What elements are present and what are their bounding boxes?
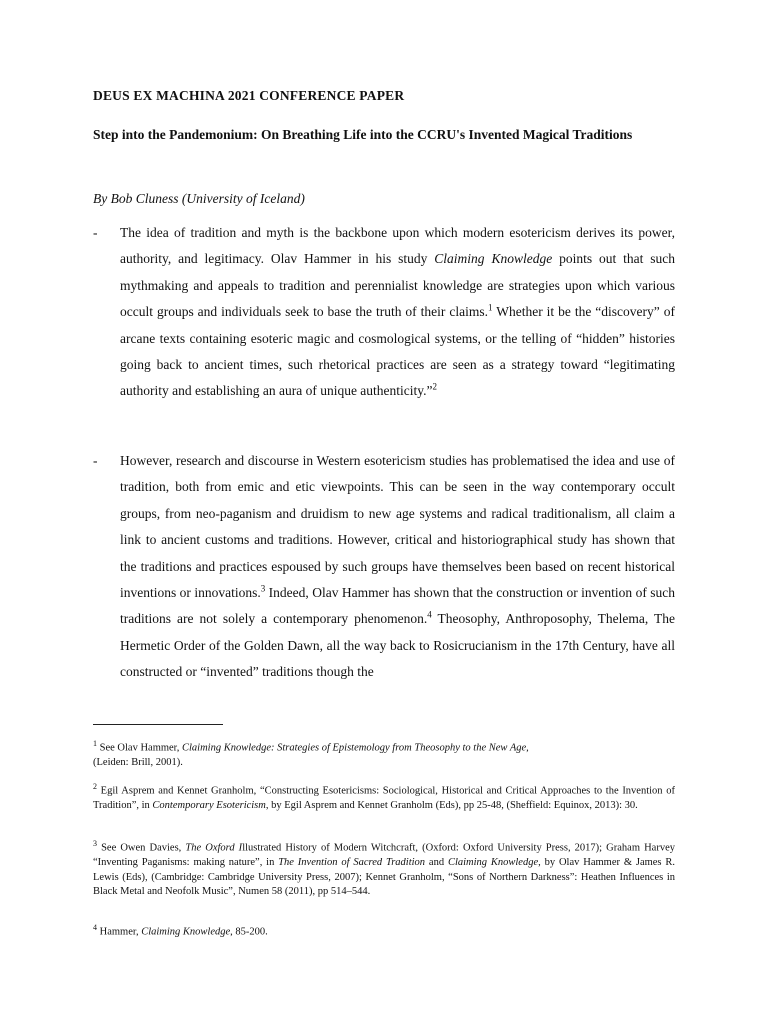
footnote-3: $^3$ See Owen Davies, The Oxford Illustrated History of Modern Witchcraft, (Oxford: Oxford University Press, 2017); Graham Harvey “Inventing Paganisms: making nature”, in The Invention of Sacred Tradition and Claiming Knowledge, by Olav Hammer & James R. Lewis (Eds), (Cambridge: Cambridge University Press, 2007); Kennet Granholm, “Sons of Northern Darkness”: Heathen Influences in Black Metal and Neofolk Music”, Numen 58 (2011), pp 514–544. [93, 839, 675, 897]
footnote-1: $^1$ See Olav Hammer, Claiming Knowledge: Strategies of Epistemology from Theosophy to the New Age, (Leiden: Brill, 2001). [93, 739, 529, 768]
bullet-paragraph-2 [93, 448, 675, 686]
paper-title: Step into the Pandemonium: On Breathing Life into the CCRU's Invented Magical Traditions [93, 127, 633, 142]
author-byline: By Bob Cluness (University of Iceland) [93, 191, 305, 206]
bullet-paragraph-1 [93, 220, 675, 405]
bullet-dash: - [93, 225, 98, 240]
bullet-dash: - [93, 453, 98, 468]
conference-title: DEUS EX MACHINA 2021 CONFERENCE PAPER [93, 88, 405, 103]
footnote-ref-2[interactable]: 2 [432, 381, 438, 392]
paragraph-text: However, research and discourse in Western esotericism studies has problematised the idea and use of tradition, both from emic and etic viewpoints. This can be seen in the way contemporary occult groups, from neo-paganism and druidism to new age systems and radical traditionalism, all claim a link to ancient customs and traditions. However, critical and historiographical study has shown that the traditions and practices espoused by such groups have themselves been based on recent historical inventions or innovations.$^3$ Indeed, Olav Hammer has shown that the construction or invention of such traditions are not solely a contemporary phenomenon.$^4$ Theosophy, Anthroposophy, Thelema, The Hermetic Order of the Golden Dawn, all the way back to Rosicrucianism in the 17th Century, have all constructed or “invented” traditions though the [120, 453, 676, 680]
paragraph-text: The idea of tradition and myth is the backbone upon which modern esotericism derives its power, authority, and legitimacy. Olav Hammer in his study Claiming Knowledge points out that such mythmaking and appeals to tradition and perennialist knowledge are strategies upon which various occult groups and individuals seek to base the truth of their claims.$^1$ Whether it be the “discovery” of arcane texts containing esoteric magic and cosmological systems, or the telling of “hidden” histories going back to ancient times, such rhetorical practices are seen as a strategy toward “legitimating authority and establishing an aura of unique authenticity.”$^2$ [120, 225, 675, 399]
footnote-ref-4[interactable]: 4 [427, 609, 432, 620]
footnote-ref-1[interactable]: 1 [487, 302, 493, 313]
footnote-separator [93, 724, 223, 725]
footnote-4: $^4$ Hammer, Claiming Knowledge, 85-200. [93, 923, 268, 938]
footnote-ref-3[interactable]: 3 [260, 583, 266, 594]
footnote-2: $^2$ Egil Asprem and Kennet Granholm, “Constructing Esotericisms: Sociological, Historical and Critical Approaches to the Invention of Tradition”, in Contemporary Esotericism, by Egil Asprem and Kennet Granholm (Eds), pp 25-48, (Sheffield: Equinox, 2013): 30. [93, 782, 675, 811]
